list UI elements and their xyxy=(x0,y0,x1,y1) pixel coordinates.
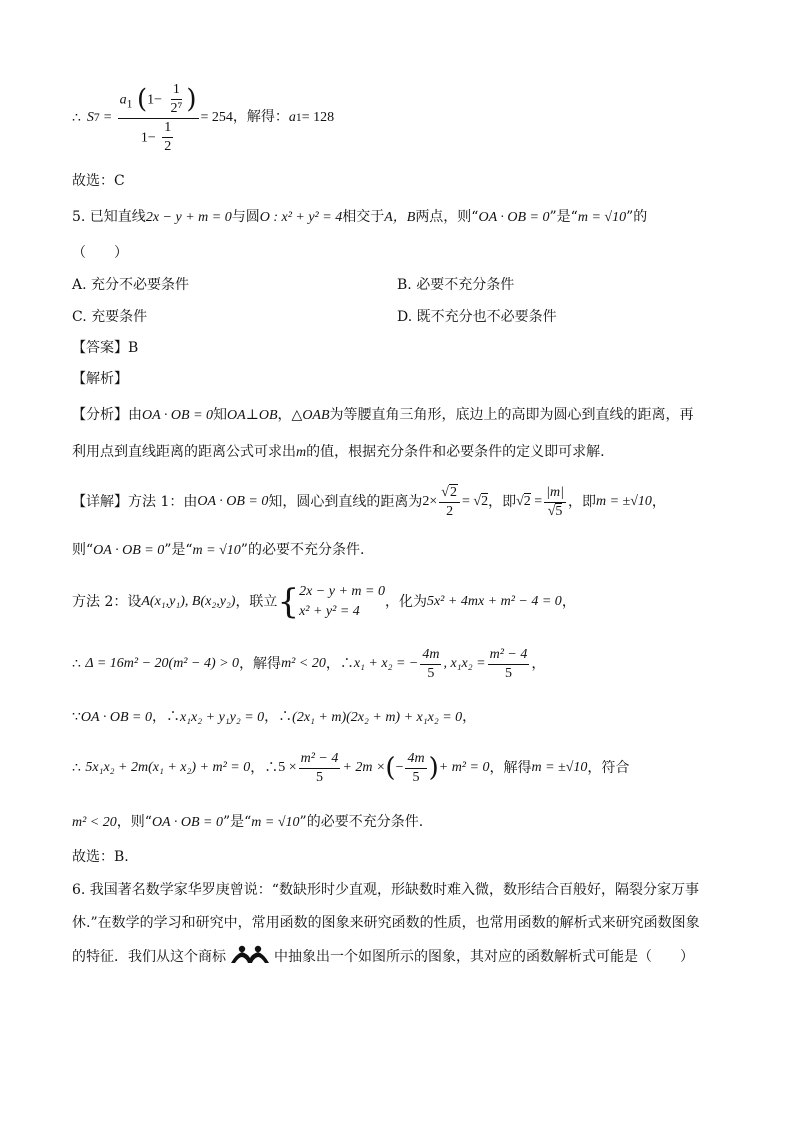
q5-final-choice: 故选：B. xyxy=(72,849,129,865)
q5-stem: 5. 已知直线2x − y + m = 0与圆O : x² + y² = 4相交于A，B两点，则“OA · OB = 0”是“m = √10”的 xyxy=(72,209,648,225)
q5-answer xyxy=(72,338,724,358)
q6-line2: 休.”在数学的学习和研究中，常用函数的图象来研究函数的性质，也常用函数的解析式来研究函数图象 xyxy=(72,915,700,931)
s7-subscript: 7 xyxy=(93,111,100,124)
q5-option-c: C. 充要条件 xyxy=(72,309,148,325)
q5-fenxi-line2: 利用点到直线距离的距离公式可求出m的值，根据充分条件和必要条件的定义即可求解. xyxy=(72,444,605,460)
q5-method1: 【详解】方法 1：由 OA · OB = 0 知，圆心到直线的距离为 2× $\frac{√2}{2}$ = √2 ，即 √2 = $\frac{|m|}{√5}$ ，即 m = ±√10 ， xyxy=(72,484,666,519)
q5-dot-line: ∵OA · OB = 0，∴x₁x₂ + y₁y₂ = 0，∴(2x₁ + m)(2x₂ + m) + x₁x₂ = 0， xyxy=(72,709,477,725)
q5-option-a: A. 充分不必要条件 xyxy=(72,277,190,293)
s7-fraction: $a_1$ (1− $\frac{1}{\text{2⁷}}$ ) 1− $\frac{1}{2}$ xyxy=(119,81,197,154)
s7-result-text: = 254，解得： xyxy=(200,110,289,125)
answer-label: 【答案】 xyxy=(72,340,128,356)
q5-method1-conclusion: 则“OA · OB = 0”是“m = √10”的必要不充分条件. xyxy=(72,542,365,558)
q5-option-d: D. 既不充分也不必要条件 xyxy=(397,309,557,325)
q5-paren: （ ） xyxy=(72,245,128,261)
answer-value: B xyxy=(128,340,139,356)
s7-symbol: S xyxy=(86,110,94,125)
kappa-logo-icon xyxy=(230,944,270,970)
q5-fenxi-line1: 【分析】由OA · OB = 0知OA⊥OB，△OAB为等腰直角三角形，底边上的高即为圆心到直线的距离，再 xyxy=(72,407,694,423)
q5-analysis-label: 【解析】 xyxy=(72,371,128,387)
prev-choice: 故选：C xyxy=(72,173,125,189)
q6-line1: 6. 我国著名数学家华罗庚曾说：“数缺形时少直观，形缺数时难入微，数形结合百般好，隔裂分家万事 xyxy=(72,882,699,898)
s7-formula-line: ∴ S 7 = $a_1$ (1− $\frac{1}{\text{2⁷}}$ ) 1− $\frac{1}{2}$ = 254，解得： a 1 = 128 xyxy=(72,81,335,154)
q5-final-conclusion: m² < 20，则“OA · OB = 0”是“m = √10”的必要不充分条件. xyxy=(72,814,424,830)
q5-delta-line: ∴ Δ = 16m² − 20(m² − 4) > 0 ，解得 m² < 20 ，∴ x₁ + x₂ = − $\frac{4m}{5}$ , x₁x₂ = $\frac{\text{m² − 4}}{5}$ ， xyxy=(72,646,546,681)
q5-option-b: B. 必要不充分条件 xyxy=(397,277,515,293)
therefore-symbol: ∴ xyxy=(72,110,81,126)
q5-method2: 方法 2：设 A(x₁,y₁), B(x₂,y₂) ，联立 { 2x − y + m = 0 x² + y² = 4 ，化为 5x² + 4mx + m² − 4 = 0 ， xyxy=(72,582,576,622)
q6-line3: 的特征．我们从这个商标 中抽象出一个如图所示的图象，其对应的函数解析式可能是（ ） xyxy=(72,945,724,969)
q5-substitute-line: ∴ 5x₁x₂ + 2m(x₁ + x₂) + m² = 0 ，∴ 5 × $\frac{\text{m² − 4}}{5}$ + 2m × ( − $\frac{4m}{5}$ ) + m² = 0 ，解得 m = ±√10 ，符合 xyxy=(72,750,630,785)
